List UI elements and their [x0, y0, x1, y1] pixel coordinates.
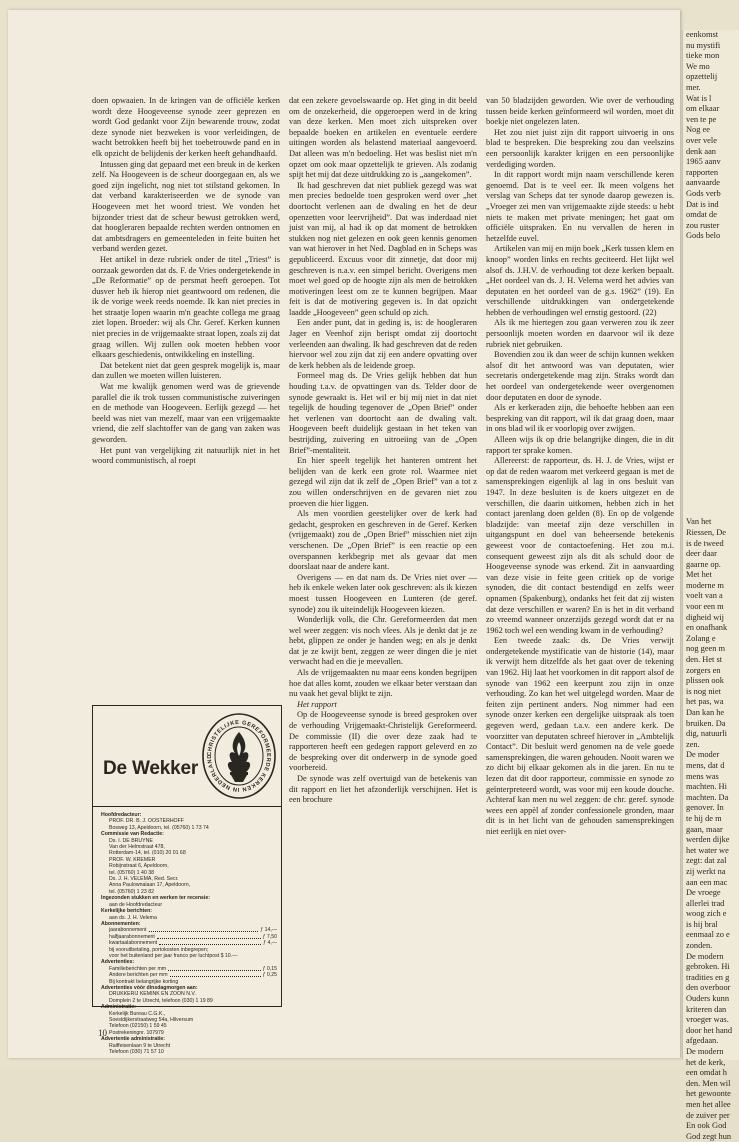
paragraph: Intussen ging dat gepaard met een breuk in de kerken zelf. Na Hoogeveen is de scheur doorgegaan en, als we goed zijn ingelicht, nog niet tot stilstand gekomen. In dat verband karakteriseerden we de synode van Hoogeveen met het woord triest. We vonden het bijzonder triest dat de scheur bewust getrokken werd, dat hoogleraren bepaalde rechten werden ontnomen en dat ambtsdragers en gemeenteleden in feite buiten het verband werden gezet. [92, 159, 280, 254]
colophon-heading: Advertentie administratie: [101, 1036, 165, 1043]
adjacent-text-fragment: De modern [686, 1047, 724, 1056]
adjacent-text-fragment: plissen ook [686, 676, 724, 686]
adjacent-text-fragment: het de kerk, [686, 1057, 726, 1067]
adjacent-text-fragment: De vroege [686, 888, 721, 898]
colophon-line: PROF. DR. B. J. OOSTERHOFF [109, 818, 184, 825]
paragraph: Een tweede zaak: ds. De Vries verwijt ondergetekende mystificatie van de historie (14), maar ik verwijt hem ditzelfde als het gaat over de tekening van 1962. Hij laat het voorkomen in dit rapport alsof de synode van 1962 een keerpunt zou zijn in onze verhouding. Zo kan het wel uitgelegd worden. Maar de feiten zijn pertinent anders. Nog nimmer had een synode onzer kerken een dergelijke uitspraak als toen gegeven werd, gedaan t.a.v. een andere kerk. De voorzitter van deputaten schreef hierover in „Ambtelijk Contact”. Dit besluit werd genomen na de vele goede samensprekingen, die waren gehouden. Nooit waren we zo dicht bij elkaar gekomen als in die jaren. En nu te lezen dat dit door rapporteur, commissie en synode zo geïnterpreteerd wordt, was voor mij een koude douche. Achteraf kan men nu wel zeggen: de chr. geref. synode wees een appèl af zonder confessionele gronden, maar dit is in het licht van de gehouden samensprekingen niet eerlijk en niet over- [486, 636, 674, 836]
seal-text: CHRISTELIJKE GEREFORMEERDE KERKEN IN NEDERLAND [206, 719, 272, 793]
leader-dots [168, 966, 260, 971]
rate-label: kwartaalabonnement [109, 940, 158, 947]
paragraph: Wat me kwalijk genomen werd was de grievende parallel die ik trok tussen communistische zuiveringen en de methode van Hoogeveen. Eerlijk gezegd — het beeld was niet van mezelf, maar van een vrijgemaakte vriend, die zelf slachtoffer van de gang van zaken was geworden. [92, 382, 280, 444]
adjacent-text-fragment [683, 390, 739, 401]
adjacent-text-fragment: te hij de m [686, 813, 722, 823]
adjacent-text-fragment: eenkomst [686, 30, 719, 39]
colophon-line: voor het buitenland per jaar franco per luchtpost $ 10.— [109, 952, 238, 959]
colophon-heading: Kerkelijke berichten: [101, 908, 153, 915]
adjacent-text-fragment: Wat is l [686, 93, 712, 103]
colophon-line: aan ds. J. H. Velema [109, 914, 157, 921]
adjacent-text-fragment: opzettelij [686, 72, 718, 82]
adjacent-text-fragment: aanvaarde [686, 178, 720, 188]
paragraph: Als men voordien geestelijker over de kerk had gedacht, gesproken en geschreven in de Geref. Kerken (vrijgemaakt) zou de „Open Brief” misschien niet zijn verschenen. De „Open Brief” is een reactie op een overspannen kerkbegrip met als gevaar dat men doorslaat naar de andere kant. [289, 509, 477, 572]
adjacent-text-fragment: mer. [686, 82, 701, 92]
paragraph: Overigens — en dat nam ds. De Vries niet over — heb ik enkele weken later ook geschreven: als ik kiezen moest tussen Hoogeveen en Lunteren (de geref. synode) zou ik uiteindelijk Hoogeveen kiezen. [289, 572, 477, 614]
adjacent-text-fragment: deer daar [686, 549, 717, 559]
adjacent-text-fragment: bruiken. Da [686, 718, 726, 728]
adjacent-text-fragment: woog zich e [686, 909, 727, 919]
adjacent-text-fragment [683, 443, 739, 454]
colophon-heading: Advertenties vóór dinsdagmorgen aan: [101, 984, 198, 991]
colophon-line: Telefoon (030) 71 57 10 [109, 1049, 164, 1056]
rate-value: ƒ 4,— [263, 940, 277, 947]
adjacent-text-fragment: is nog niet [686, 686, 721, 696]
paragraph: Als ik me hiertegen zou gaan verweren zou ik zeer persoonlijk moeten worden en daarvoor wil ik deze rubriek niet gebruiken. [486, 318, 674, 349]
adjacent-text-fragment [683, 411, 739, 422]
adjacent-text-fragment [683, 305, 739, 316]
adjacent-text-fragment [683, 433, 739, 444]
adjacent-text-fragment [683, 348, 739, 359]
adjacent-text-fragment: moderne m [686, 580, 724, 590]
adjacent-text-fragment: Ouders kunn [686, 994, 730, 1004]
adjacent-text-fragment: genover. In [686, 803, 724, 813]
adjacent-text-fragment: En ook God [686, 1121, 727, 1131]
adjacent-text-fragment: aan een mac [686, 877, 728, 887]
adjacent-text-fragment: allerlei trad [686, 898, 725, 908]
colophon-line: tel. (05760) 1 40 38 [109, 869, 154, 876]
colophon-line: DRUKKERIJ KEMINK EN ZOON N.V. [109, 991, 196, 998]
adjacent-text-fragment [683, 295, 739, 306]
adjacent-text-fragment: zou ruster [686, 220, 720, 230]
adjacent-text-fragment: zegt: dat zal [686, 856, 727, 866]
paragraph: doen opwaaien. In de kringen van de officiële kerken wordt deze Hoogeveense synode zeer geprezen en wordt God gedankt voor Zijn bewarende trouw, zodat deze synode niet bezweken is voor verleidingen, de wacht betrokken heeft bij het toebetrouwde pand en in elk opzicht de belijdenis der kerken heeft gehandhaafd. [92, 96, 280, 158]
adjacent-text-fragment: het gewoonte [686, 1089, 731, 1099]
adjacent-text-fragment: voelt van a [686, 591, 723, 601]
paragraph: Bovendien zou ik dan weer de schijn kunnen wekken alsof dit het antwoord was van deputaten, wier secretaris ondergetekende mag zijn. Straks wordt dan het oordeel van ondergetekende weer overgenomen door deputaten en door de synode. [486, 350, 674, 402]
adjacent-text-fragment: God zegt hun [686, 1131, 732, 1141]
adjacent-text-fragment: Nog ee [686, 125, 710, 135]
adjacent-text-fragment [683, 369, 739, 380]
colophon-heading: Advertenties: [101, 959, 135, 966]
colophon-line: aan de Hoofdredacteur [109, 901, 163, 908]
adjacent-text-fragment [683, 337, 739, 348]
adjacent-text-fragment: het pas, wa [686, 697, 724, 707]
colophon-line: Kerkelijk Bureau C.G.K., [109, 1010, 166, 1017]
adjacent-text-fragment: den. Het st [686, 655, 723, 665]
adjacent-text-fragment [683, 252, 739, 263]
colophon-heading: Administratie: [101, 1004, 136, 1011]
rate-label: jaarabonnement [109, 927, 147, 934]
rate-value: ƒ 0,25 [262, 972, 277, 979]
adjacent-text-fragment: is hij bral [686, 919, 718, 929]
adjacent-text-fragment [683, 327, 739, 338]
adjacent-text-fragment: mens, dat d [686, 760, 725, 770]
paragraph: Formeel mag ds. De Vries gelijk hebben dat hun houding t.a.v. de opvattingen van ds. Telder door de synode gewraakt is. Het wil er bij mij niet in dat niet tegelijk de houding tegenover de „Open Brief” onder het verlenen van doortocht aan de dwaling valt. Hoogeveen beeft duidelijk gestaan in het teken van bestrijding, zuivering en uitroeiing van de „Open Brief”-mentaliteit. [289, 371, 477, 455]
paragraph: Een ander punt, dat in geding is, is: de hoogleraren Jager en Veenhof zijn berispt omdat zij doortocht verleenden aan dwaling. Ik had geschreven dat de reden hiervoor wel zou zijn dat zij een andere opvatting over de kerk hebben als de leidende groep. [289, 318, 477, 370]
colophon-heading: Ingezonden stukken en werken ter recensie: [101, 895, 210, 902]
adjacent-text-fragment: eenmaal zo e [686, 930, 730, 940]
adjacent-text-fragment: Gods belo [686, 231, 721, 241]
adjacent-text-fragment: nog geen m [686, 644, 726, 654]
colophon-box [92, 705, 282, 1056]
adjacent-text-fragment: den overboor [686, 983, 731, 993]
adjacent-text-fragment: De moder [686, 750, 720, 760]
adjacent-text-fragment: machten. Hi [686, 782, 727, 792]
adjacent-text-fragment: omdat de [686, 210, 717, 220]
adjacent-page-fragment [682, 30, 739, 1141]
adjacent-text-fragment: ven te pe [686, 114, 717, 124]
adjacent-text-fragment: zonden. [686, 941, 713, 951]
paragraph: Als de vrijgemaakten nu maar eens konden begrijpen hoe dat alles komt, zouden we elkaar beter verstaan dan nu vaak het geval blijkt te zijn. [289, 668, 477, 699]
paragraph: Het punt van vergelijking zit natuurlijk niet in het woord communistisch, al roept [92, 445, 280, 466]
colophon-line: Van der Helmstraat 478, [109, 844, 165, 851]
adjacent-text-fragment [683, 486, 739, 497]
paragraph: In dit rapport wordt mijn naam verschillende keren genoemd. Dat is te veel eer. Ik meen volgens het verslag van Scheps dat ter synode daarop gewezen is. „Vroeger zei men van vrijgemaakte zijde steeds: u hebt niets te maken met private meningen; het gaat om officiële uitspraken. En nu vervallen de heren in hetzelfde euvel. [486, 170, 674, 243]
rate-value: ƒ 14,— [260, 927, 277, 934]
adjacent-text-fragment [683, 496, 739, 507]
colophon-line: Ds. I. DE BRUYNE [109, 837, 153, 844]
colophon-line: Raiffeisenlaan 9 te Utrecht [109, 1042, 171, 1049]
masthead-title: De Wekker [103, 758, 199, 779]
rate-label: halfjaarabonnement [109, 933, 155, 940]
adjacent-text-fragment: 1965 aanv [686, 157, 721, 167]
burning-bush-icon [228, 732, 250, 782]
paragraph: Ik had geschreven dat niet publiek gezegd was wat men precies bedoelde toen gesproken werd over „het doortocht verlenen aan de dwaling en het de deur openzetten voor leervrijheid”. Dat was inderdaad niet juist van mij, al had ik op dat moment de betrokken stukken nog niet gelezen en ook geen kennis genomen van wat hierover in het Ned. Dagblad en in Scheps was gepubliceerd. Excuus voor dit zinnetje, dat door mij geschreven is n.a.v. een simpel bericht. Overigens men moet wel goed op de hoogte zijn als men de betrokken motiveringen leest om ze te kunnen begrijpen. Maar feit is dat de motivering gegeven is. In dat opzicht laadde „Hoogeveen” geen schuld op zich. [289, 180, 477, 317]
colophon-line: Ds. J. H. VELEMA, Red. Secr. [109, 876, 179, 883]
adjacent-text-fragment: Zolang e [686, 633, 716, 643]
adjacent-text-fragment: denk aan [686, 146, 716, 156]
colophon-line: Anna Paulownalaan 17, Apeldoorn, [109, 882, 191, 889]
paragraph: En hier speelt tegelijk het hanteren omtrent het belijden van de kerk een grote rol. Waarmee niet gezegd wil zijn dat ik zelf de „Open Brief” van a tot z zou willen onderschrijven en de gevaren niet zou proeven die hier liggen. [289, 456, 477, 508]
adjacent-text-fragment [683, 263, 739, 274]
leader-dots [170, 972, 261, 977]
paragraph: Wonderlijk volk, die Chr. Gereformeerden dat men wel weer zeggen: vis noch vlees. Als je denkt dat je ze hebt, glippen ze onder je handen weg; en als je denkt dat je ze kwijt bent, zeggen ze weer dingen die je niet verwacht had en die je meevallen. [289, 615, 477, 667]
adjacent-text-fragment [683, 401, 739, 412]
adjacent-text-fragment: zij werkt na [686, 866, 726, 876]
adjacent-text-fragment [683, 454, 739, 465]
adjacent-text-fragment: men het allee [686, 1099, 731, 1109]
adjacent-text-fragment: en onafhank [686, 623, 728, 633]
adjacent-text-fragment: gaarne op. [686, 559, 721, 569]
colophon-line: PROF. W. KREMER [109, 856, 156, 863]
colophon-line: tel. (05760) 1 23 82 [109, 888, 154, 895]
adjacent-text-fragment: Van het [686, 517, 712, 527]
leader-dots [149, 927, 259, 932]
paragraph: Dat betekent niet dat geen gesprek mogelijk is, maar dan zullen we moeten willen luisteren. [92, 360, 280, 381]
colophon-line: Bosweg 13, Apeldoorn, tel. (05760) 1 73 74 [109, 824, 209, 831]
adjacent-text-fragment [683, 475, 739, 486]
adjacent-text-fragment: tradities en g [686, 972, 730, 982]
text-column-1 [92, 96, 280, 467]
rate-label: Familieberichten per mm [109, 965, 167, 972]
adjacent-text-fragment: zen. [686, 739, 700, 749]
adjacent-text-fragment: tieke mon [686, 51, 720, 61]
adjacent-text-fragment: machten. Da [686, 792, 729, 802]
paragraph: Als er kerkeraden zijn, die behoefte hebben aan een bespreking van dit rapport, wil ik dat graag doen, maar in ons blad wil ik er voorlopig over zwijgen. [486, 403, 674, 434]
adjacent-text-fragment [683, 274, 739, 285]
paragraph: dat een zekere gevoelswaarde op. Het ging in dit beeld om de onzekerheid, die opgeroepen werd in de kring van deze kerken. Men moet zich uitspreken over bepaalde boeken en artikelen en eventuele eerdere uitingen worden als belastend materiaal aangevoerd. Dat alleen was m'n bedoeling. Het was beslist niet m'n opzet om ook maar opzettelijk te grieven. Als zodanig spijt het mij dat deze uitdrukking zo is „aangekomen”. [289, 96, 477, 180]
leader-dots [159, 940, 261, 945]
text-column-2 [289, 96, 477, 806]
colophon-line: Postrekeningnr. 107979 [109, 1029, 164, 1036]
adjacent-text-fragment [683, 316, 739, 327]
adjacent-text-fragment: vroeger was. [686, 1015, 729, 1025]
adjacent-text-fragment: nu mystifi [686, 40, 721, 50]
paragraph: Op de Hoogeveense synode is breed gesproken over de verhouding Vrijgemaakt-Christelijk Gereformeerd. De commissie (II) die over deze zaak had te rapporteren heeft een gedegen rapport geleverd en zo de bespreking over dit onderwerp in de synode goed voorbereid. [289, 710, 477, 773]
adjacent-text-fragment: werden dijke [686, 835, 730, 845]
adjacent-text-fragment: de zuiver per [686, 1110, 730, 1120]
paragraph: van 50 bladzijden geworden. Wie over de verhouding tussen beide kerken geïnformeerd wil worden, moet dit boekje niet ongelezen laten. [486, 96, 674, 127]
adjacent-text-fragment [683, 422, 739, 433]
colophon-line: Domplein 2 te Utrecht, telefoon (030) 1 19 89 [109, 997, 213, 1004]
paragraph: Allereerst: de rapporteur, ds. H. J. de Vries, wijst er op dat de reden waarom met verkeerd gegaan is met de samensprekingen eigenlijk al lag in ons besluit van 1947. In deze besluiten is de koers uitgezet en de verschillen, die daarin uitkomen, hebben zich in het contact jarenlang doen gelden (8). En op de volgende bladzijde: van meetaf zijn deze verschillen in uitgangspunt en doel van beheersende betekenis geweest voor de contactoefening. Het zou m.i. consequent geweest zijn als dit als schuld door de Hoogeveense synode was erkend. Zit in aanvaarding van deze visie in feite geen critiek op de vorige synoden, die dit contact bestendigd en zelfs weer opnamen (Spakenburg), ondanks het feit dat zij wisten dat deze verschillen er waren? En is het in dit verband zo vreemd wanneer onzerzijds gezegd wordt dat er na 1962 toch wel een wending kwam in de verhouding? [486, 456, 674, 635]
adjacent-text-fragment [683, 380, 739, 391]
adjacent-text-fragment: Dan kan he [686, 708, 725, 717]
adjacent-text-fragment: Met het [686, 570, 712, 580]
colophon-details [101, 812, 277, 1055]
colophon-line: Rotterdam-14, tel. (010) 20 01 68 [109, 850, 186, 857]
paragraph: Het zou niet juist zijn dit rapport uitvoerig in ons blad te bespreken. Die bespreking zou dan veelszins een persoonlijk karakter krijgen en een persoonlijke verdediging worden. [486, 127, 674, 169]
church-seal-icon [201, 712, 277, 800]
colophon-heading: Commissie van Redactie: [101, 831, 164, 838]
text-column-3 [486, 96, 674, 838]
adjacent-text-fragment [683, 358, 739, 369]
colophon-line: bij vooruitbetaling, portokosten inbegrepen; [109, 946, 209, 953]
paragraph: Het artikel in deze rubriek onder de titel „Triest” is oorzaak geworden dat ds. F. de Vries ondergetekende in „De Reformatie” op de persmat heeft geroepen. Tot dusver heb ik hierop niet geantwoord om redenen, die ik de vorige week reeds noemde. Ik kan niet precies in het straatje lopen waarin m'n geachte collega me graag ziet lopen. Broeder: wij als Chr. Geref. Kerken kunnen niet precies in de vrijgemaakte straat lopen, zoals zij dat graag willen. Wij zullen ook moeten hebben voor elkaars geschiedenis, ontwikkeling en instelling. [92, 254, 280, 360]
adjacent-text-fragment: dig, natuurli [686, 729, 727, 739]
adjacent-text-fragment: een omdat h [686, 1068, 727, 1078]
colophon-line: Telefoon (02150) 1 59 45 [109, 1023, 167, 1030]
adjacent-text-fragment: digheid wij [686, 612, 724, 622]
adjacent-text-fragment [683, 464, 739, 475]
section-subheading: Het rapport [297, 699, 337, 709]
colophon-heading: Abonnementen: [101, 920, 141, 927]
leader-dots [157, 934, 261, 939]
adjacent-text-fragment: Riessen, De [686, 527, 727, 537]
adjacent-text-fragment: gebroken. Hi [686, 962, 730, 972]
adjacent-text-fragment: rapporten [686, 167, 719, 177]
adjacent-text-fragment: den. Men wil [686, 1078, 731, 1088]
adjacent-text-fragment: is de tweed [686, 538, 724, 548]
adjacent-text-fragment: door het hand [686, 1025, 733, 1035]
rate-value: ƒ 7,50 [262, 933, 277, 940]
adjacent-text-fragment: mens was [686, 771, 719, 781]
page-number: 10 [98, 1028, 107, 1038]
adjacent-text-fragment: over vele [686, 135, 717, 145]
adjacent-text-fragment: afgedaan. [686, 1036, 719, 1046]
colophon-line: Bij kontrakt belangrijke korting [109, 978, 179, 985]
adjacent-text-fragment: voor een m [686, 602, 724, 612]
adjacent-text-fragment: het water we [686, 845, 729, 855]
adjacent-text-fragment: gaan, maar [686, 824, 723, 834]
colophon-header [93, 706, 281, 807]
adjacent-text-fragment [683, 507, 739, 518]
adjacent-text-fragment: zorgers en [686, 665, 721, 675]
adjacent-text-fragment [683, 242, 739, 253]
rate-value: ƒ 0,15 [262, 965, 277, 972]
paragraph: De synode was zelf overtuigd van de betekenis van dit rapport en liet het afzonderlijk verschijnen. Het is een brochure [289, 774, 477, 805]
adjacent-text-fragment [683, 284, 739, 295]
adjacent-text-fragment: We mo [686, 61, 710, 71]
colophon-heading: Hoofdredacteur: [101, 812, 142, 818]
colophon-line: Soestdijkerstraatweg 54a, Hilversum [109, 1017, 194, 1023]
adjacent-text-fragment: Gods verb [686, 188, 721, 198]
paragraph: Alleen wijs ik op drie belangrijke dingen, die in dit rapport ter sprake komen. [486, 435, 674, 455]
adjacent-text-fragment: De modern [686, 951, 724, 961]
paragraph: Artikelen van mij en mijn boek „Kerk tussen klem en knoop” worden links en rechts geciteerd. Het lijkt wel alsof ds. J.H.V. de verhouding tot deze kerken bepaalt. „Het oordeel van ds. J. H. Velema werd het advies van deputaten en het oordeel van de g.s. 1962” (19). En verschillende uitdrukkingen van ondergetekende hebben de verhoudingen wel ernstig gestoord. (22) [486, 244, 674, 317]
rate-label: Andere berichten per mm [109, 972, 168, 979]
colophon-line: Robijnstraat 6, Apeldoorn, [109, 863, 169, 870]
adjacent-text-fragment: om elkaar [686, 104, 720, 114]
adjacent-text-fragment: kriteren dan [686, 1004, 727, 1014]
adjacent-text-fragment: Dat is ind [686, 199, 719, 209]
